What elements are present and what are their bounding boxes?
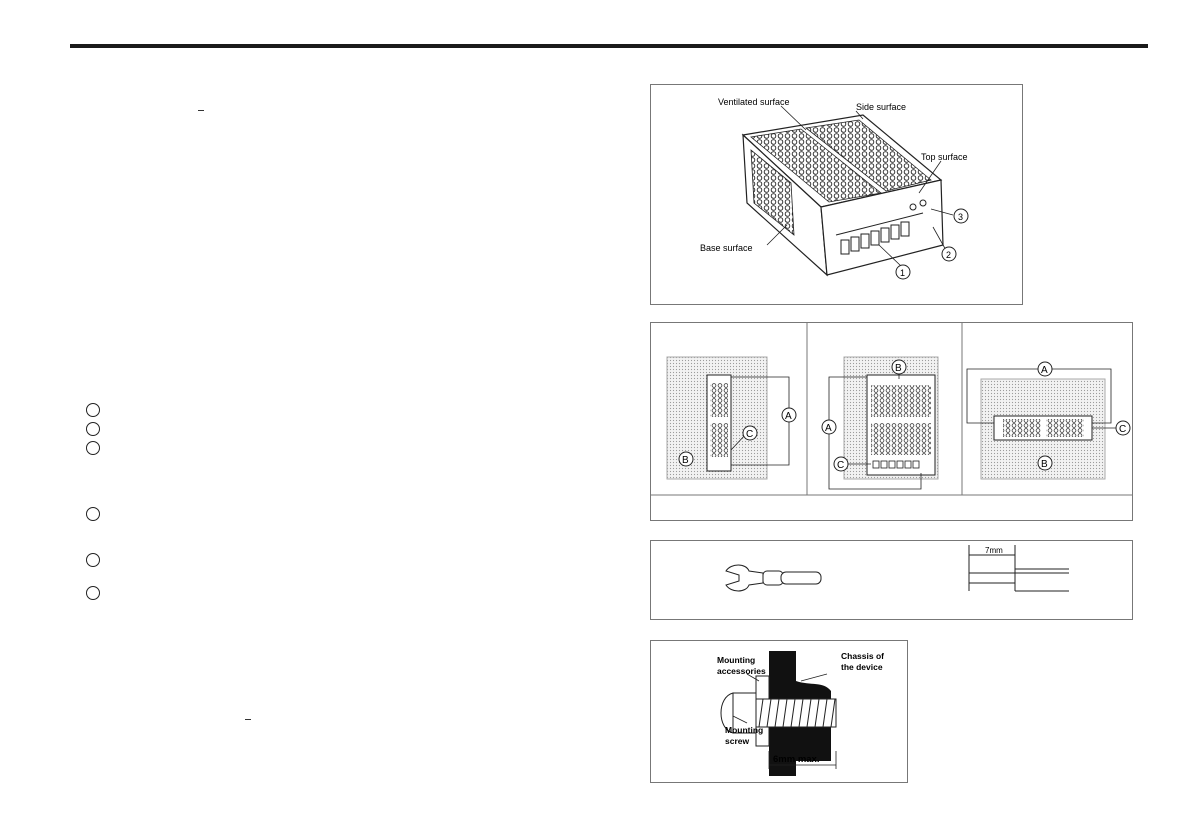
list-bullet-circle	[86, 507, 100, 521]
label-base-surface: Base surface	[700, 243, 753, 253]
label-mounting-accessories-1: Mounting	[717, 655, 756, 665]
list-bullet-circle	[86, 441, 100, 455]
header-rule	[70, 44, 1148, 48]
figure-mounting-orientations	[650, 322, 1133, 521]
callout-1: 1	[900, 268, 906, 278]
p2-label-a: A	[825, 423, 832, 434]
label-ventilated-surface: Ventilated surface	[718, 97, 790, 107]
label-mounting-accessories-2: accessories	[717, 666, 766, 676]
power-supply-drawing	[651, 85, 1022, 304]
figure-power-supply-surfaces	[650, 84, 1023, 305]
label-top-surface: Top surface	[921, 152, 968, 162]
label-6mm-max: 6mm max.	[773, 754, 820, 765]
callout-2: 2	[946, 250, 952, 260]
p2-label-c: C	[837, 460, 845, 471]
screw-drawing	[651, 641, 907, 782]
p3-label-b: B	[1041, 459, 1048, 470]
p1-label-a: A	[785, 411, 792, 422]
figure-mounting-screw	[650, 640, 908, 783]
p3-label-a: A	[1041, 365, 1048, 376]
terminal-drawing	[651, 541, 1132, 619]
label-chassis-2: the device	[841, 662, 883, 672]
p2-label-b: B	[895, 363, 902, 374]
p1-label-c: C	[746, 429, 754, 440]
label-mounting-screw-1: Mounting	[725, 725, 764, 735]
list-bullet-circle	[86, 586, 100, 600]
label-side-surface: Side surface	[856, 102, 907, 112]
label-chassis-1: Chassis of	[841, 651, 884, 661]
list-bullet-circle	[86, 403, 100, 417]
list-bullet-circle	[86, 422, 100, 436]
callout-3: 3	[958, 212, 964, 222]
orientation-drawing	[651, 323, 1132, 520]
strip-length-label: 7mm	[985, 546, 1003, 555]
list-bullet-circle	[86, 553, 100, 567]
underline-mark	[245, 719, 251, 720]
underline-mark	[198, 110, 204, 111]
figure-terminal-wire	[650, 540, 1133, 620]
label-mounting-screw-2: screw	[725, 736, 750, 746]
p1-label-b: B	[682, 455, 689, 466]
p3-label-c: C	[1119, 424, 1127, 435]
